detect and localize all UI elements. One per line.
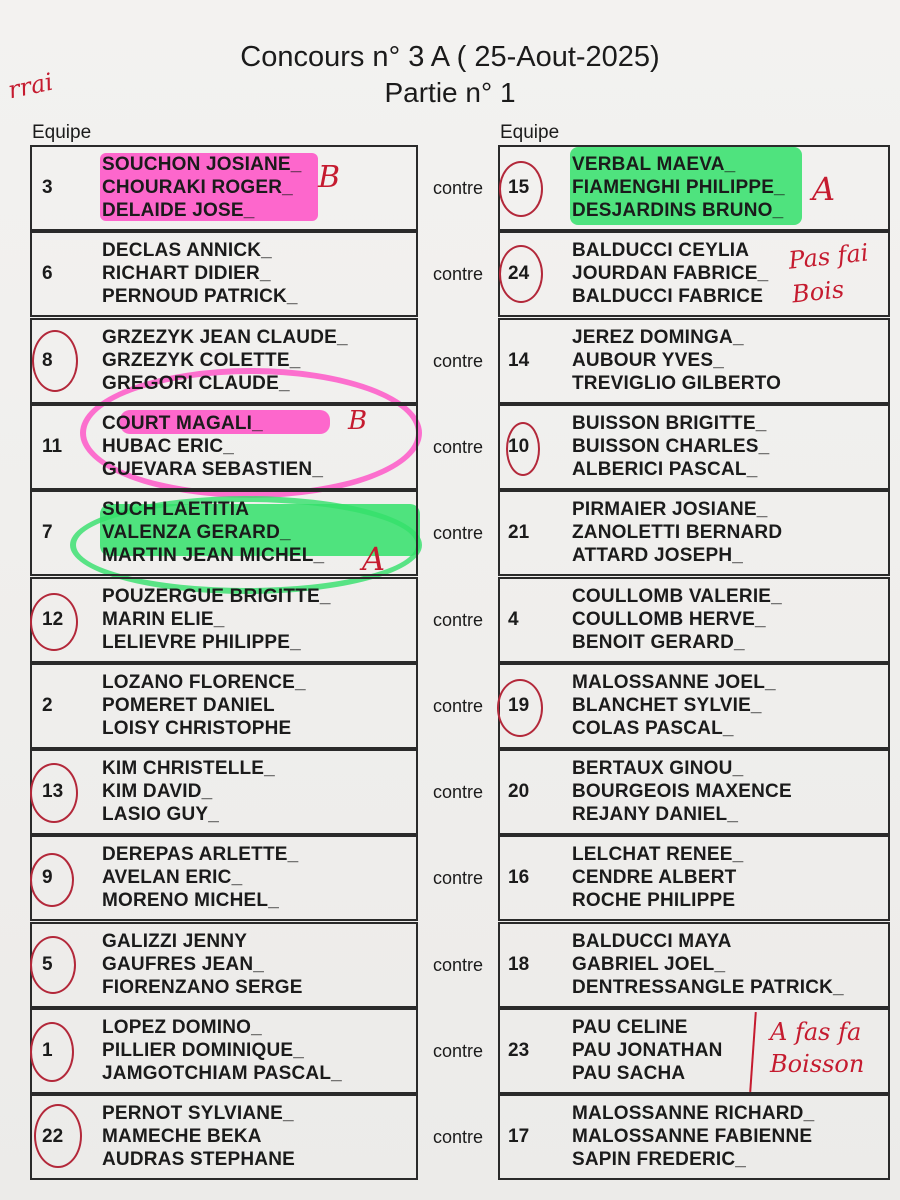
right-team-number: 16 <box>508 867 530 889</box>
versus-label: contre <box>432 178 484 198</box>
right-team-players <box>572 153 785 222</box>
right-team-players <box>572 498 782 567</box>
page-title: Concours n° 3 A ( 25-Aout-2025) <box>240 41 660 73</box>
player-name: REJANY DANIEL_ <box>572 804 739 826</box>
player-name: SUCH LAETITIA <box>102 499 250 521</box>
player-name: SAPIN FREDERIC_ <box>572 1149 747 1171</box>
handwritten-mark-row1-right: A <box>812 170 836 208</box>
match-row <box>30 749 890 835</box>
player-name: LASIO GUY_ <box>102 804 220 826</box>
player-name: COULLOMB VALERIE_ <box>572 585 782 607</box>
player-name: GUEVARA SEBASTIEN_ <box>102 458 324 480</box>
player-name: FIAMENGHI PHILIPPE_ <box>572 177 785 198</box>
hand-drawn-circle <box>506 422 540 476</box>
left-team-number: 5 <box>42 953 53 975</box>
player-name: GABRIEL JOEL_ <box>572 953 726 975</box>
player-name: TREVIGLIO GILBERTO <box>572 372 782 394</box>
versus-label: contre <box>432 868 484 889</box>
right-team-number: 24 <box>508 263 530 285</box>
player-name: RICHART DIDIER_ <box>102 263 271 285</box>
right-team-players <box>572 1102 814 1171</box>
player-name: MALOSSANNE RICHARD_ <box>572 1103 815 1125</box>
player-name: ALBERICI PASCAL_ <box>572 458 758 480</box>
right-team-number: 21 <box>508 522 530 544</box>
right-team-players <box>572 585 782 654</box>
player-name: KIM CHRISTELLE_ <box>102 758 275 780</box>
left-team-number: 11 <box>42 435 63 457</box>
versus-label: contre <box>432 782 484 803</box>
player-name: ZANOLETTI BERNARD <box>572 522 783 544</box>
left-team-players <box>102 412 323 481</box>
player-name: BALDUCCI CEYLIA <box>572 240 750 262</box>
player-name: HUBAC ERIC_ <box>102 435 235 457</box>
player-name: DELAIDE JOSE_ <box>102 200 255 221</box>
left-team-number: 22 <box>42 1126 64 1148</box>
player-name: PERNOUD PATRICK_ <box>102 286 298 308</box>
versus-label: contre <box>432 523 484 544</box>
player-name: JEREZ DOMINGA_ <box>572 326 744 348</box>
left-team-players <box>102 1016 342 1085</box>
player-name: PILLIER DOMINIQUE_ <box>102 1040 305 1061</box>
player-name: DEREPAS ARLETTE_ <box>102 844 299 866</box>
handwritten-note-top: rrai <box>5 67 56 105</box>
player-name: SOUCHON JOSIANE_ <box>102 154 302 175</box>
match-row <box>30 490 890 576</box>
left-team-number: 13 <box>42 781 64 803</box>
left-team-players <box>102 930 303 999</box>
left-team-number: 2 <box>42 694 53 716</box>
player-name: MALOSSANNE FABIENNE <box>572 1126 813 1148</box>
player-name: LELIEVRE PHILIPPE_ <box>102 631 301 653</box>
versus-label: contre <box>432 954 484 975</box>
player-name: PAU CELINE <box>572 1017 688 1038</box>
left-team-players <box>102 326 348 395</box>
right-team-players <box>572 930 844 999</box>
right-team-number: 23 <box>508 1040 530 1061</box>
left-team-players <box>102 1102 295 1171</box>
versus-label: contre <box>432 264 484 285</box>
player-name: BERTAUX GINOU_ <box>572 758 744 780</box>
player-name: MALOSSANNE JOEL_ <box>572 671 776 693</box>
match-row <box>30 231 890 317</box>
right-team-players <box>572 843 743 912</box>
player-name: PIRMAIER JOSIANE_ <box>572 499 768 521</box>
left-team-players <box>102 585 331 654</box>
player-name: MORENO MICHEL_ <box>102 890 279 912</box>
player-name: GREGORI CLAUDE_ <box>102 372 290 394</box>
versus-label: contre <box>432 1041 484 1061</box>
player-name: ATTARD JOSEPH_ <box>572 545 744 567</box>
handwritten-mark-row1-left: B <box>318 160 341 195</box>
match-row <box>30 318 890 404</box>
left-team-number: 12 <box>42 608 64 630</box>
right-team-players <box>572 326 781 395</box>
player-name: FIORENZANO SERGE <box>102 976 303 998</box>
versus-label: contre <box>432 695 484 716</box>
player-name: VERBAL MAEVA_ <box>572 154 736 175</box>
player-name: BUISSON BRIGITTE_ <box>572 412 767 434</box>
left-team-number: 6 <box>42 263 53 285</box>
match-row <box>30 145 890 231</box>
match-row <box>30 663 890 749</box>
player-name: PAU SACHA <box>572 1063 686 1084</box>
right-team-players <box>572 239 768 308</box>
right-team-players <box>572 671 776 740</box>
right-team-players <box>572 757 792 826</box>
right-team-number: 17 <box>508 1126 530 1148</box>
player-name: POUZERGUE BRIGITTE_ <box>102 585 331 607</box>
player-name: BUISSON CHARLES_ <box>572 435 770 457</box>
match-row <box>30 922 890 1008</box>
handwritten-mark-row4: B <box>348 406 368 436</box>
player-name: MARTIN JEAN MICHEL_ <box>102 545 325 567</box>
player-name: DESJARDINS BRUNO_ <box>572 200 784 221</box>
player-name: JOURDAN FABRICE_ <box>572 263 769 285</box>
match-row <box>30 577 890 663</box>
hand-drawn-circle <box>30 763 78 823</box>
hand-drawn-circle <box>30 853 74 907</box>
player-name: KIM DAVID_ <box>102 781 213 803</box>
player-name: JAMGOTCHIAM PASCAL_ <box>102 1063 342 1084</box>
left-team-number: 7 <box>42 522 53 544</box>
left-team-number: 3 <box>42 177 53 198</box>
player-name: BALDUCCI FABRICE <box>572 286 764 308</box>
handwritten-mark-row5: A <box>362 540 386 578</box>
hand-drawn-circle <box>499 245 543 303</box>
player-name: LELCHAT RENEE_ <box>572 844 744 866</box>
right-team-number: 15 <box>508 177 530 198</box>
player-name: CHOURAKI ROGER_ <box>102 177 293 198</box>
player-name: MAMECHE BEKA <box>102 1126 262 1148</box>
equipe-right-label: Equipe <box>500 122 560 143</box>
left-team-players <box>102 153 302 222</box>
handwritten-note-row11: A fas fa Boisson <box>770 1018 865 1078</box>
player-name: LOISY CHRISTOPHE <box>102 717 292 739</box>
right-team-number: 20 <box>508 781 530 803</box>
player-name: GALIZZI JENNY <box>102 930 248 952</box>
left-team-number: 1 <box>42 1040 53 1061</box>
left-team-players <box>102 843 298 912</box>
player-name: LOZANO FLORENCE_ <box>102 671 306 693</box>
right-team-players <box>572 1016 723 1085</box>
player-name: VALENZA GERARD_ <box>102 522 291 544</box>
left-team-number: 9 <box>42 867 53 889</box>
handwritten-note-row2: Pas fai Bois <box>787 238 870 309</box>
player-name: GAUFRES JEAN_ <box>102 953 265 975</box>
player-name: GRZEZYK COLETTE_ <box>102 349 301 371</box>
player-name: BLANCHET SYLVIE_ <box>572 694 762 716</box>
player-name: BOURGEOIS MAXENCE <box>572 781 792 803</box>
player-name: COULLOMB HERVE_ <box>572 608 766 630</box>
hand-drawn-circle <box>30 593 78 651</box>
versus-label: contre <box>432 436 484 457</box>
hand-drawn-circle <box>497 679 543 737</box>
player-name: BENOIT GERARD_ <box>572 631 745 653</box>
right-team-number: 18 <box>508 953 530 975</box>
player-name: GRZEZYK JEAN CLAUDE_ <box>102 326 348 348</box>
right-team-players <box>572 412 769 481</box>
hand-drawn-circle <box>30 1022 74 1082</box>
left-team-number: 8 <box>42 349 53 371</box>
right-team-number: 10 <box>508 435 530 457</box>
left-team-players <box>102 671 306 740</box>
match-row <box>30 835 890 921</box>
match-row <box>30 404 890 490</box>
right-team-number: 4 <box>508 608 519 630</box>
left-team-players <box>102 498 324 567</box>
hand-drawn-circle <box>499 161 543 217</box>
player-name: POMERET DANIEL <box>102 694 275 716</box>
player-name: AUBOUR YVES_ <box>572 349 724 371</box>
player-name: PAU JONATHAN <box>572 1040 723 1061</box>
match-row <box>30 1094 890 1180</box>
player-name: MARIN ELIE_ <box>102 608 225 630</box>
left-team-players <box>102 757 275 826</box>
player-name: DENTRESSANGLE PATRICK_ <box>572 976 844 998</box>
hand-drawn-circle <box>30 936 76 994</box>
hand-drawn-circle <box>34 1104 82 1168</box>
hand-drawn-circle <box>32 330 78 392</box>
right-team-number: 14 <box>508 349 530 371</box>
player-name: COLAS PASCAL_ <box>572 717 734 739</box>
player-name: CENDRE ALBERT <box>572 867 737 889</box>
player-name: AVELAN ERIC_ <box>102 867 243 889</box>
versus-label: contre <box>432 609 484 630</box>
player-name: COURT MAGALI_ <box>102 412 263 434</box>
versus-label: contre <box>432 1127 484 1148</box>
player-name: ROCHE PHILIPPE <box>572 890 736 912</box>
player-name: BALDUCCI MAYA <box>572 930 732 952</box>
player-name: PERNOT SYLVIANE_ <box>102 1103 294 1125</box>
player-name: LOPEZ DOMINO_ <box>102 1017 262 1038</box>
player-name: DECLAS ANNICK_ <box>102 240 272 262</box>
player-name: AUDRAS STEPHANE <box>102 1149 296 1171</box>
right-team-number: 19 <box>508 694 530 716</box>
match-row <box>30 1008 890 1094</box>
left-team-players <box>102 239 298 308</box>
versus-label: contre <box>432 350 484 371</box>
equipe-left-label: Equipe <box>32 122 92 143</box>
page-subtitle: Partie n° 1 <box>384 77 516 108</box>
